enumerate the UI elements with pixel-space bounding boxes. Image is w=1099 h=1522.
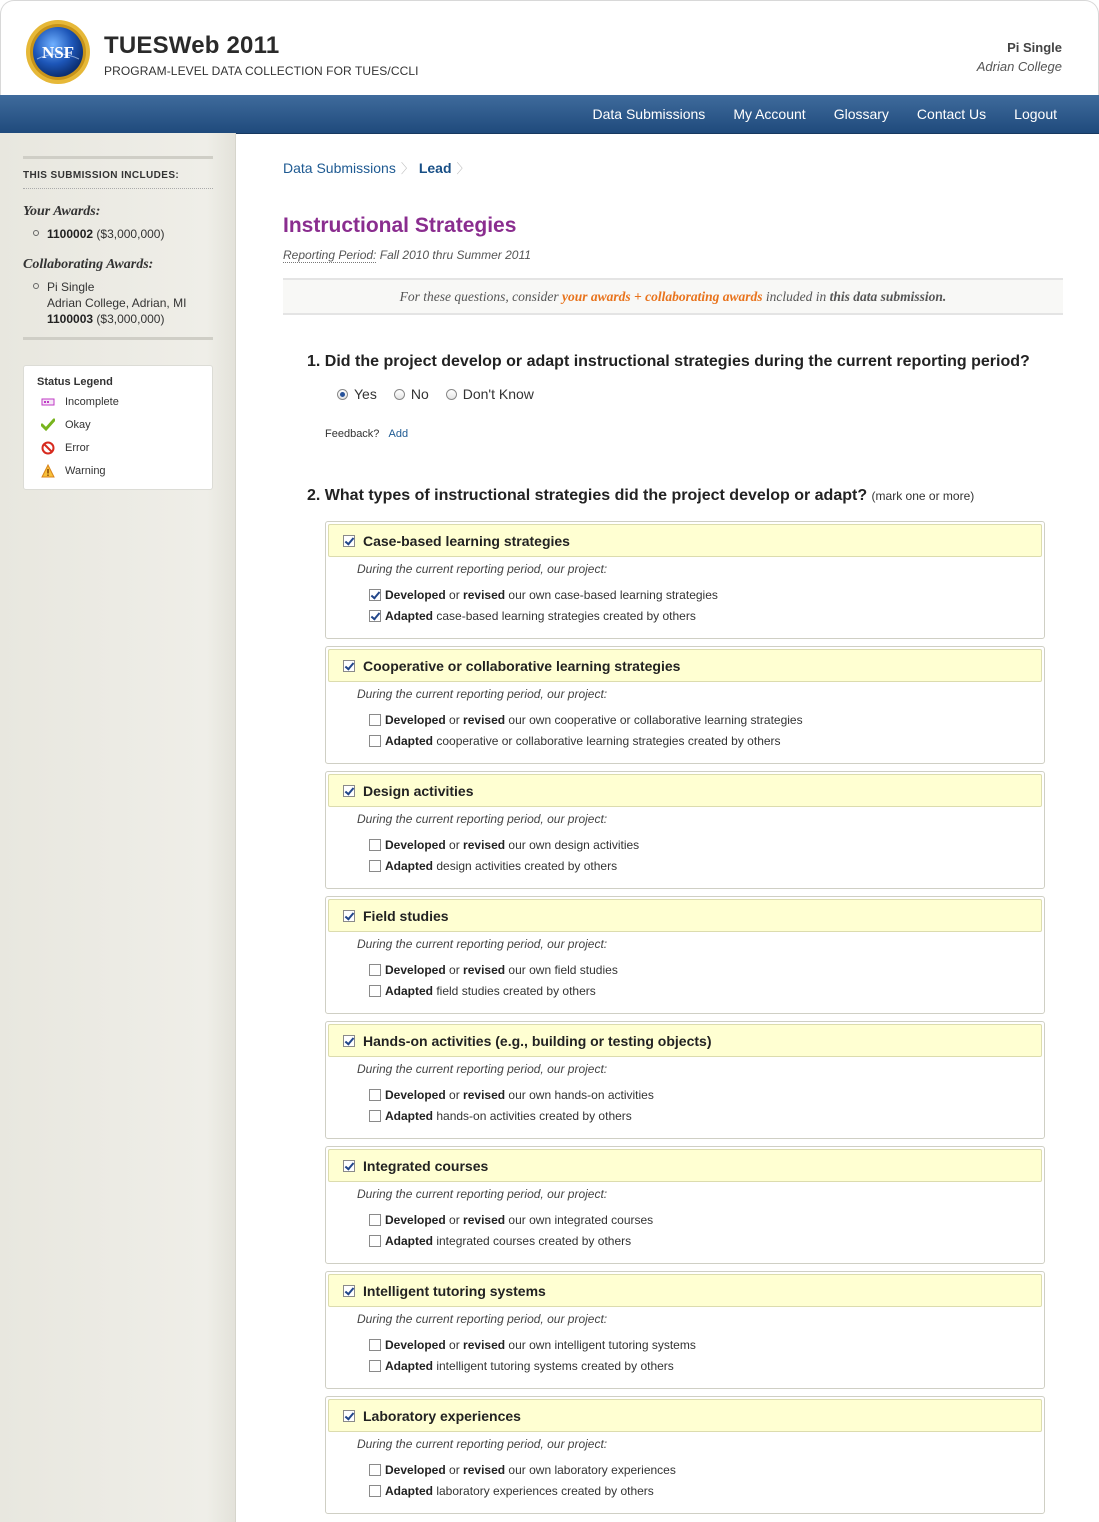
collaborating-awards-title: Collaborating Awards: (23, 257, 154, 272)
strategy-checkbox[interactable] (343, 535, 355, 547)
strategy-header[interactable] (328, 1274, 1042, 1307)
developed-option[interactable] (369, 588, 718, 602)
q1-radio-group (337, 386, 551, 402)
adapted-word: Adapted (385, 609, 433, 623)
developed-text: our own field studies (508, 963, 618, 977)
adapted-option[interactable] (369, 609, 696, 623)
or-word: or (449, 1463, 460, 1477)
developed-word: Developed (385, 1463, 446, 1477)
note-text: For these questions, consider (399, 289, 559, 304)
developed-option[interactable] (369, 1213, 653, 1227)
strategy-intro: During the current reporting period, our project: (357, 1437, 608, 1451)
your-awards-title: Your Awards: (23, 204, 101, 219)
developed-text: our own case-based learning strategies (508, 588, 718, 602)
strategy-intro: During the current reporting period, our project: (357, 1312, 608, 1326)
strategy-box (325, 521, 1045, 639)
strategy-title: Hands-on activities (e.g., building or testing objects) (363, 1033, 712, 1049)
strategy-header[interactable] (328, 899, 1042, 932)
nav-item-contact-us[interactable]: Contact Us (916, 106, 987, 122)
adapted-text: integrated courses created by others (436, 1234, 632, 1248)
adapted-checkbox[interactable] (369, 1360, 381, 1372)
adapted-option[interactable] (369, 1234, 631, 1248)
feedback-label: Feedback? (325, 428, 380, 440)
revised-word: revised (463, 1213, 506, 1227)
bullet-icon (33, 283, 39, 289)
adapted-option[interactable] (369, 1109, 632, 1123)
strategy-intro: During the current reporting period, our project: (357, 687, 608, 701)
developed-checkbox[interactable] (369, 1339, 381, 1351)
developed-checkbox[interactable] (369, 1464, 381, 1476)
warning-icon (41, 464, 55, 478)
breadcrumb-separator-icon: 〉 (400, 161, 414, 176)
legend-item-error (41, 440, 89, 456)
collab-location: Adrian College, Adrian, MI (47, 296, 187, 310)
developed-checkbox[interactable] (369, 964, 381, 976)
radio-label: Yes (354, 386, 377, 402)
question-2-label: 2. What types of instructional strategies did the project develop or adapt? (307, 487, 868, 504)
adapted-text: hands-on activities created by others (436, 1109, 632, 1123)
revised-word: revised (463, 1088, 506, 1102)
developed-word: Developed (385, 713, 446, 727)
strategy-box (325, 1146, 1045, 1264)
adapted-checkbox[interactable] (369, 1235, 381, 1247)
developed-word: Developed (385, 1338, 446, 1352)
sidebar-divider (23, 337, 213, 340)
strategy-title: Design activities (363, 783, 474, 799)
strategy-title: Intelligent tutoring systems (363, 1283, 546, 1299)
adapted-option[interactable] (369, 984, 596, 998)
developed-word: Developed (385, 963, 446, 977)
or-word: or (449, 963, 460, 977)
developed-option[interactable] (369, 963, 618, 977)
q1-feedback (325, 428, 408, 440)
or-word: or (449, 588, 460, 602)
developed-text: our own intelligent tutoring systems (508, 1338, 696, 1352)
legend-item-incomplete (41, 394, 119, 410)
developed-checkbox[interactable] (369, 839, 381, 851)
developed-checkbox[interactable] (369, 1089, 381, 1101)
adapted-word: Adapted (385, 859, 433, 873)
developed-text: our own hands-on activities (508, 1088, 654, 1102)
check-icon (41, 418, 55, 432)
revised-word: revised (463, 713, 506, 727)
q1-option-dont-know[interactable] (446, 386, 534, 402)
nsf-seal-logo[interactable] (25, 19, 91, 85)
nav-item-logout[interactable]: Logout (1014, 106, 1057, 122)
developed-word: Developed (385, 1213, 446, 1227)
strategy-header[interactable] (328, 524, 1042, 557)
award-id: 1100003 (47, 312, 94, 326)
status-legend (23, 365, 213, 490)
strategy-intro: During the current reporting period, our project: (357, 562, 608, 576)
user-organization: Adrian College (976, 59, 1062, 74)
radio-button[interactable] (446, 389, 457, 400)
revised-word: revised (463, 963, 506, 977)
radio-label: No (410, 386, 429, 402)
collab-award (47, 312, 164, 326)
adapted-word: Adapted (385, 1359, 433, 1373)
note-emphasis: this data submission. (829, 289, 947, 304)
legend-label: Warning (65, 465, 106, 477)
or-word: or (449, 1088, 460, 1102)
consider-note (283, 278, 1063, 315)
award-id: 1100002 (47, 227, 94, 241)
developed-text: our own design activities (508, 838, 640, 852)
adapted-option[interactable] (369, 1359, 674, 1373)
developed-option[interactable] (369, 1338, 696, 1352)
nav-item-glossary[interactable]: Glossary (833, 106, 889, 122)
strategy-intro: During the current reporting period, our project: (357, 1187, 608, 1201)
adapted-checkbox[interactable] (369, 985, 381, 997)
strategy-box (325, 1271, 1045, 1389)
strategy-checkbox[interactable] (343, 660, 355, 672)
page-title: Instructional Strategies (283, 214, 517, 237)
strategy-title: Laboratory experiences (363, 1408, 521, 1424)
adapted-word: Adapted (385, 1234, 433, 1248)
question-2-text (307, 487, 974, 505)
strategy-header[interactable] (328, 1024, 1042, 1057)
nav-item-data-submissions[interactable]: Data Submissions (592, 106, 706, 122)
submission-includes-heading: THIS SUBMISSION INCLUDES: (23, 170, 180, 181)
or-word: or (449, 838, 460, 852)
adapted-checkbox[interactable] (369, 860, 381, 872)
note-text: included in (765, 289, 827, 304)
strategy-header[interactable] (328, 1149, 1042, 1182)
collab-pi: Pi Single (47, 280, 95, 294)
adapted-text: intelligent tutoring systems created by others (436, 1359, 674, 1373)
reporting-period-value: Fall 2010 thru Summer 2011 (379, 248, 531, 262)
sidebar (0, 133, 236, 1522)
legend-item-warning (41, 463, 106, 479)
strategy-checkbox[interactable] (343, 785, 355, 797)
developed-word: Developed (385, 588, 446, 602)
incomplete-icon (41, 395, 55, 409)
award-item (47, 227, 164, 241)
status-legend-title: Status Legend (37, 376, 113, 388)
adapted-checkbox[interactable] (369, 1110, 381, 1122)
user-name: Pi Single (1007, 40, 1062, 55)
radio-label: Don't Know (462, 386, 534, 402)
breadcrumb (283, 158, 475, 177)
legend-label: Incomplete (65, 396, 119, 408)
note-highlight: your awards + collaborating awards (562, 289, 763, 304)
developed-text: our own laboratory experiences (508, 1463, 676, 1477)
app-subtitle: PROGRAM-LEVEL DATA COLLECTION FOR TUES/CCLI (104, 64, 419, 78)
breadcrumb-separator-icon: 〉 (456, 161, 470, 176)
sidebar-divider (23, 156, 213, 159)
adapted-text: cooperative or collaborative learning strategies created by others (436, 734, 781, 748)
strategy-header[interactable] (328, 774, 1042, 807)
strategy-checkbox[interactable] (343, 1160, 355, 1172)
adapted-option[interactable] (369, 859, 617, 873)
developed-option[interactable] (369, 1088, 654, 1102)
add-feedback-link[interactable]: Add (388, 428, 409, 440)
developed-word: Developed (385, 1088, 446, 1102)
sidebar-divider (23, 188, 213, 189)
developed-option[interactable] (369, 838, 639, 852)
strategy-box (325, 1021, 1045, 1139)
error-icon (41, 441, 55, 455)
radio-button[interactable] (394, 389, 405, 400)
developed-text: our own integrated courses (508, 1213, 654, 1227)
adapted-word: Adapted (385, 1109, 433, 1123)
strategy-checkbox[interactable] (343, 1410, 355, 1422)
strategy-box (325, 1396, 1045, 1514)
adapted-text: field studies created by others (436, 984, 596, 998)
strategy-checkbox[interactable] (343, 1035, 355, 1047)
award-amount: ($3,000,000) (96, 312, 165, 326)
developed-checkbox[interactable] (369, 589, 381, 601)
strategy-title: Case-based learning strategies (363, 533, 570, 549)
strategy-intro: During the current reporting period, our project: (357, 937, 608, 951)
adapted-checkbox[interactable] (369, 610, 381, 622)
developed-option[interactable] (369, 1463, 676, 1477)
adapted-text: design activities created by others (436, 859, 618, 873)
developed-word: Developed (385, 838, 446, 852)
question-2-note: (mark one or more) (871, 489, 975, 503)
legend-item-okay (41, 417, 91, 433)
strategy-title: Integrated courses (363, 1158, 489, 1174)
revised-word: revised (463, 838, 506, 852)
reporting-period-label: Reporting Period: (283, 248, 377, 262)
bullet-icon (33, 230, 39, 236)
adapted-option[interactable] (369, 734, 781, 748)
breadcrumb-lead[interactable]: Lead (418, 159, 452, 176)
award-amount: ($3,000,000) (96, 227, 165, 241)
revised-word: revised (463, 1463, 506, 1477)
adapted-word: Adapted (385, 984, 433, 998)
strategy-header[interactable] (328, 649, 1042, 682)
q1-option-yes[interactable] (337, 386, 377, 402)
strategy-header[interactable] (328, 1399, 1042, 1432)
legend-label: Error (65, 442, 90, 454)
reporting-period (283, 248, 531, 262)
adapted-word: Adapted (385, 734, 433, 748)
strategy-title: Field studies (363, 908, 449, 924)
strategy-box (325, 896, 1045, 1014)
nav-item-my-account[interactable]: My Account (733, 106, 806, 122)
developed-text: our own cooperative or collaborative learning strategies (508, 713, 803, 727)
adapted-checkbox[interactable] (369, 1485, 381, 1497)
question-1-text: 1. Did the project develop or adapt instructional strategies during the current reporting period? (307, 353, 1030, 370)
revised-word: revised (463, 588, 506, 602)
site-header (0, 0, 1099, 95)
main-nav (0, 95, 1099, 134)
developed-checkbox[interactable] (369, 714, 381, 726)
adapted-checkbox[interactable] (369, 735, 381, 747)
revised-word: revised (463, 1338, 506, 1352)
q1-option-no[interactable] (394, 386, 429, 402)
breadcrumb-data-submissions[interactable]: Data Submissions (283, 159, 396, 176)
radio-button[interactable] (337, 389, 348, 400)
developed-option[interactable] (369, 713, 803, 727)
legend-label: Okay (65, 419, 91, 431)
or-word: or (449, 713, 460, 727)
strategy-box (325, 771, 1045, 889)
adapted-option[interactable] (369, 1484, 654, 1498)
app-title: TUESWeb 2011 (104, 32, 280, 59)
adapted-text: laboratory experiences created by others (436, 1484, 654, 1498)
or-word: or (449, 1338, 460, 1352)
strategy-intro: During the current reporting period, our project: (357, 812, 608, 826)
strategy-box (325, 646, 1045, 764)
seal-text: NSF (41, 43, 75, 62)
strategy-intro: During the current reporting period, our project: (357, 1062, 608, 1076)
strategy-checkbox[interactable] (343, 1285, 355, 1297)
or-word: or (449, 1213, 460, 1227)
developed-checkbox[interactable] (369, 1214, 381, 1226)
adapted-word: Adapted (385, 1484, 433, 1498)
adapted-text: case-based learning strategies created by others (436, 609, 696, 623)
strategy-title: Cooperative or collaborative learning strategies (363, 658, 681, 674)
strategy-checkbox[interactable] (343, 910, 355, 922)
